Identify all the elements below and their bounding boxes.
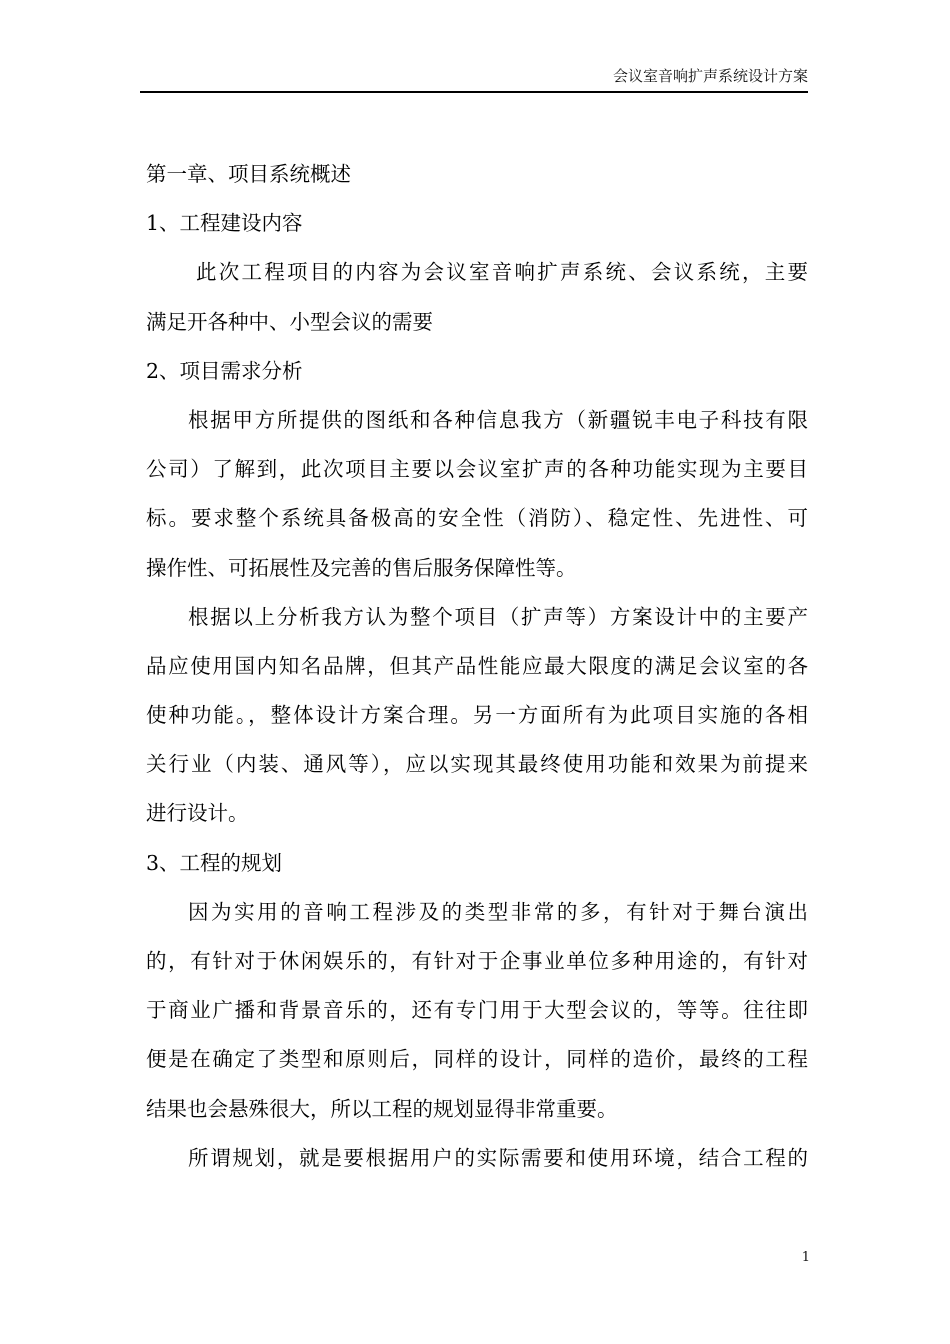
section-3-paragraph-1-line: 因为实用的音响工程涉及的类型非常的多，有针对于舞台演出 bbox=[188, 899, 808, 924]
section-3-heading: 3、工程的规划 bbox=[146, 850, 283, 875]
page-number: 1 bbox=[801, 1250, 810, 1265]
running-header-title: 会议室音响扩声系统设计方案 bbox=[612, 67, 808, 85]
section-2-paragraph-1-line: 根据甲方所提供的图纸和各种信息我方（新疆锐丰电子科技有限 bbox=[188, 407, 808, 432]
section-2-paragraph-2-line: 根据以上分析我方认为整个项目（扩声等）方案设计中的主要产 bbox=[188, 604, 808, 629]
section-2-paragraph-2-line: 品应使用国内知名品牌，但其产品性能应最大限度的满足会议室的各 bbox=[146, 653, 808, 678]
section-3-paragraph-1-line: 于商业广播和背景音乐的，还有专门用于大型会议的，等等。往往即 bbox=[146, 998, 808, 1023]
section-2-paragraph-1-line: 标。要求整个系统具备极高的安全性（消防）、稳定性、先进性、可 bbox=[146, 506, 808, 531]
section-2-paragraph-1-line: 公司）了解到，此次项目主要以会议室扩声的各种功能实现为主要目 bbox=[146, 457, 808, 482]
document-body bbox=[146, 150, 808, 1183]
section-2-paragraph-1-line: 操作性、可拓展性及完善的售后服务保障性等。 bbox=[146, 555, 577, 580]
section-3-paragraph-1-line: 的，有针对于休闲娱乐的，有针对于企事业单位多种用途的，有针对 bbox=[146, 949, 808, 973]
running-header bbox=[140, 64, 808, 94]
section-3-paragraph-2-line: 所谓规划，就是要根据用户的实际需要和使用环境，结合工程的 bbox=[188, 1145, 808, 1170]
section-2-paragraph-2-line: 使种功能。，整体设计方案合理。另一方面所有为此项目实施的各相 bbox=[146, 703, 808, 728]
section-3-paragraph-1-line: 便是在确定了类型和原则后，同样的设计，同样的造价，最终的工程 bbox=[146, 1047, 808, 1072]
section-2-paragraph-2-line: 关行业（内装、通风等），应以实现其最终使用功能和效果为前提来 bbox=[146, 752, 808, 777]
header-rule bbox=[140, 91, 808, 93]
section-1-paragraph-line: 满足开各种中、小型会议的需要 bbox=[146, 309, 433, 334]
section-2-heading: 2、项目需求分析 bbox=[146, 358, 303, 383]
section-1-paragraph-line: 此次工程项目的内容为会议室音响扩声系统、会议系统，主要 bbox=[196, 260, 808, 285]
section-1-heading: 1、工程建设内容 bbox=[146, 211, 303, 236]
chapter-title: 第一章、项目系统概述 bbox=[146, 162, 351, 186]
section-2-paragraph-2-line: 进行设计。 bbox=[146, 801, 249, 826]
section-3-paragraph-1-line: 结果也会悬殊很大，所以工程的规划显得非常重要。 bbox=[146, 1096, 618, 1121]
